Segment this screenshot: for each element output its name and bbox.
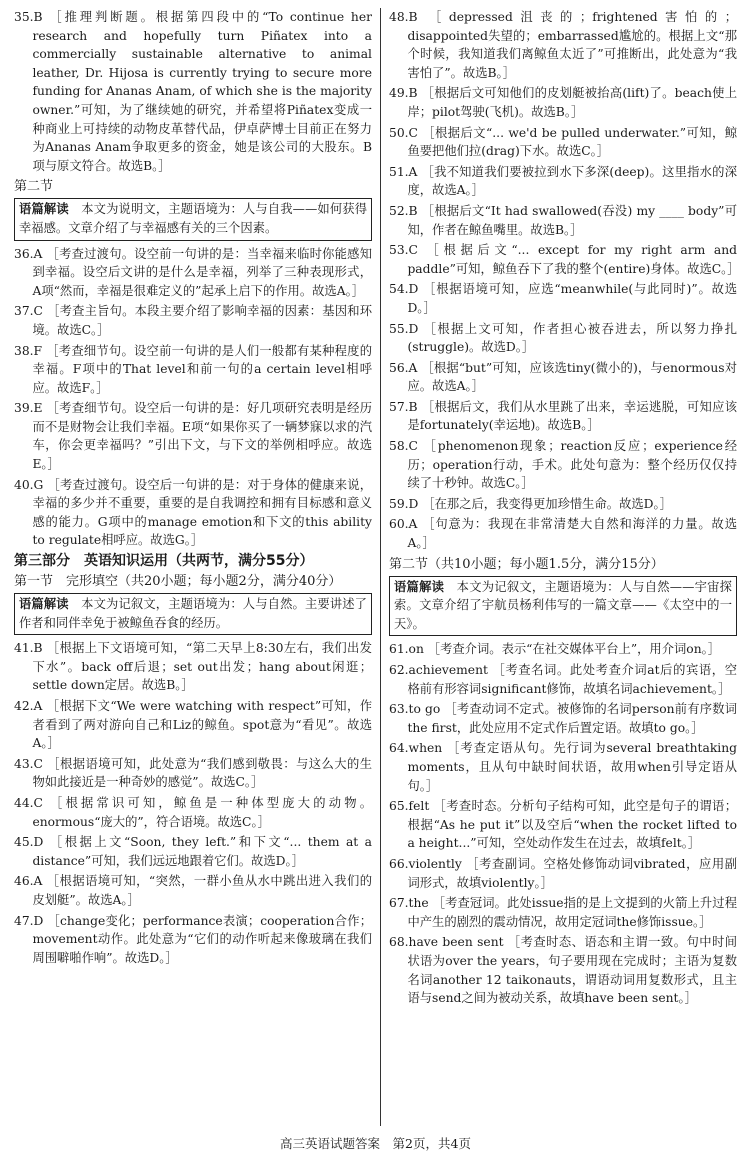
answer-item: 56.A ［根据“but”可知，应该选tiny(微小的)，与enormous对应。故选A。］ bbox=[389, 360, 737, 394]
answer-item: 41.B ［根据上下文语境可知，“第二天早上8:30左右，我们出发下水”。back off后退；set out出发；hang about闲逛；settle down定居。故选B。］ bbox=[14, 641, 372, 693]
section-heading: 第三部分 英语知识运用（共两节，满分55分） bbox=[14, 553, 314, 570]
answer-item: 54.D ［根据语境可知，应选“meanwhile(与此同时)”。故选D。］ bbox=[389, 282, 737, 315]
answer-item: 35.B ［推理判断题。根据第四段中的“To continue her research and hopefully turn Piñatex into a commercially sustainable alternative to animal leather, Dr. Hijosa is currently trying to secure more funding for Ananas Anam, of which she is the majority owner.”可知，为了继续她的研究，并希望将Piñatex变成一种商业上可持续的动物皮革替代品，伊卓萨博士目前正在努力为Ananas Anam争取更多的资金，她是该公司的大股东。B项与原文符合。故选B。］ bbox=[14, 10, 372, 173]
answer-item: 36.A ［考查过渡句。设空前一句讲的是：当幸福来临时你能感知到幸福。设空后文讲的是什么是幸福，列举了三种表现形式，A项“然而，幸福是很难定义的”起承上启下的作用。故选A。］ bbox=[14, 246, 372, 298]
answer-item: 50.C ［根据后文“... we'd be pulled underwater.”可知，鲸鱼要把他们拉(drag)下水。故选C。］ bbox=[389, 125, 737, 159]
answer-item: 47.D ［change变化；performance表演；cooperation合作；movement动作。此处意为“它们的动作听起来像玻璃在我们周围噼啪作响”。故选D。］ bbox=[14, 913, 372, 965]
answer-item: 68.have been sent ［考查时态、语态和主谓一致。句中时间状语为over the years，句子要用现在完成时；主语为复数名词another 12 taikonauts，谓语动词用复数形式，且主语与send之间为被动关系，故填have been sent。］ bbox=[389, 935, 737, 1006]
section-heading: 第一节 完形填空（共20小题；每小题2分，满分40分） bbox=[14, 574, 342, 590]
answer-item: 38.F ［考查细节句。设空前一句讲的是人们一般都有某种程度的幸福。F项中的That level和前一句的a certain level相呼应。故选F。］ bbox=[14, 343, 372, 395]
column-divider bbox=[380, 8, 381, 1126]
answer-item: 67.the ［考查冠词。此处issue指的是上文提到的火箭上升过程中产生的剧烈的震动情况，故用定冠词the修饰issue。］ bbox=[389, 896, 737, 929]
answer-item: 60.A ［句意为：我现在非常清楚大自然和海洋的力量。故选A。］ bbox=[389, 517, 737, 551]
answer-item: 37.C ［考查主旨句。本段主要介绍了影响幸福的因素：基因和环境。故选C。］ bbox=[14, 304, 372, 337]
box-text: 本文为说明文，主题语境为：人与自我——如何获得幸福感。文章介绍了与幸福感有关的三个因素。 bbox=[19, 202, 367, 235]
answer-item: 52.B ［根据后文“It had swallowed(吞没) my ____ body”可知，作者在鲸鱼嘴里。故选B。］ bbox=[389, 203, 737, 237]
passage-summary-box bbox=[14, 198, 372, 240]
page-footer: 高三英语试题答案 第2页，共4页 bbox=[280, 1136, 471, 1151]
answer-item: 58.C ［phenomenon现象；reaction反应；experience经历；operation行动，手术。此处句意为：整个经历仅仅持续了十秒钟。故选C。］ bbox=[389, 439, 737, 491]
passage-summary-box bbox=[389, 576, 737, 637]
answer-item: 39.E ［考查细节句。设空后一句讲的是：好几项研究表明是经历而不是财物会让我们幸福。E项“如果你买了一辆梦寐以求的汽车，你会更幸福吗？”引出下文，与下文的举例相呼应。故选E。］ bbox=[14, 401, 372, 472]
right-column bbox=[389, 8, 740, 1010]
answer-item: 42.A ［根据下文“We were watching with respect”可知，作者看到了两对游向自己和Liz的鲸鱼。spot意为“看见”。故选A。］ bbox=[14, 699, 372, 751]
answer-item: 66.violently ［考查副词。空格处修饰动词vibrated，应用副词形式，故填violently。］ bbox=[389, 856, 737, 890]
answer-item: 55.D ［根据上文可知，作者担心被吞进去，所以努力挣扎(struggle)。故选D。］ bbox=[389, 321, 737, 355]
section-heading: 第二节（共10小题；每小题1.5分，满分15分） bbox=[389, 556, 664, 572]
answer-item: 46.A ［根据语境可知，“突然，一群小鱼从水中跳出进入我们的皮划艇”。故选A。］ bbox=[14, 874, 372, 907]
section-heading: 第二节 bbox=[14, 179, 54, 195]
answer-item: 44.C ［根据常识可知，鲸鱼是一种体型庞大的动物。enormous“庞大的”，符合语境。故选C。］ bbox=[14, 795, 372, 829]
answer-item: 40.G ［考查过渡句。设空后一句讲的是：对于身体的健康来说，幸福的多少并不重要，重要的是自我调控和拥有目标感和意义感的能力。G项中的manage emotion和下文的this ability to regulate相呼应。故选G。］ bbox=[14, 477, 372, 548]
answer-item: 45.D ［根据上文“Soon, they left.”和下文“... them at a distance”可知，我们远远地跟着它们。故选D。］ bbox=[14, 835, 372, 868]
answer-item: 61.on ［考查介词。表示“在社交媒体平台上”，用介词on。］ bbox=[389, 642, 721, 657]
box-title: 语篇解读 bbox=[19, 597, 69, 612]
answer-item: 49.B ［根据后文可知他们的皮划艇被抬高(lift)了。beach使上岸；pilot驾驶(飞机)。故选B。］ bbox=[389, 86, 737, 119]
box-text: 本文为记叙文，主题语境为：人与自然——宇宙探索。文章介绍了宇航员杨利伟写的一篇文章——《太空中的一天》。 bbox=[394, 579, 732, 631]
answer-item: 63.to go ［考查动词不定式。被修饰的名词person前有序数词the first，此处应用不定式作后置定语。故填to go。］ bbox=[389, 702, 737, 735]
answer-item: 65.felt ［考查时态。分析句子结构可知，此空是句子的谓语；根据“As he put it”以及空后“when the rocket lifted to a height...”可知，空处动作发生在过去，故填felt。］ bbox=[389, 799, 737, 851]
box-title: 语篇解读 bbox=[394, 579, 445, 594]
answer-item: 64.when ［考查定语从句。先行词为several breathtaking moments，且从句中缺时间状语，故用when引导定语从句。］ bbox=[389, 741, 737, 793]
left-column bbox=[14, 8, 372, 969]
answer-item: 51.A ［我不知道我们要被拉到水下多深(deep)。这里指水的深度，故选A。］ bbox=[389, 164, 737, 198]
box-title: 语篇解读 bbox=[19, 202, 69, 217]
box-text: 本文为记叙文，主题语境为：人与自然。主要讲述了作者和同伴幸免于被鲸鱼吞食的经历。 bbox=[19, 597, 367, 630]
answer-item: 57.B ［根据后文，我们从水里跳了出来，幸运逃脱，可知应该是fortunately(幸运地)。故选B。］ bbox=[389, 399, 737, 433]
passage-summary-box bbox=[14, 593, 372, 635]
answer-item: 48.B ［depressed沮丧的；frightened害怕的；disappointed失望的；embarrassed尴尬的。根据上文“那个时候，我知道我们离鲸鱼太近了”可推断出，此处意为“我害怕了”。故选B。］ bbox=[389, 10, 737, 80]
answer-item: 59.D ［在那之后，我变得更加珍惜生命。故选D。］ bbox=[389, 496, 672, 511]
answer-item: 62.achievement ［考查名词。此处考查介词at后的宾语，空格前有形容词significant修饰，故填名词achievement。］ bbox=[389, 663, 737, 696]
answer-item: 43.C ［根据语境可知，此处意为“我们感到敬畏：与这么大的生物如此接近是一种奇妙的感觉”。故选C。］ bbox=[14, 756, 372, 790]
answer-item: 53.C ［根据后文“... except for my right arm and paddle”可知，鲸鱼吞下了我的整个(entire)身体。故选C。］ bbox=[389, 243, 740, 276]
